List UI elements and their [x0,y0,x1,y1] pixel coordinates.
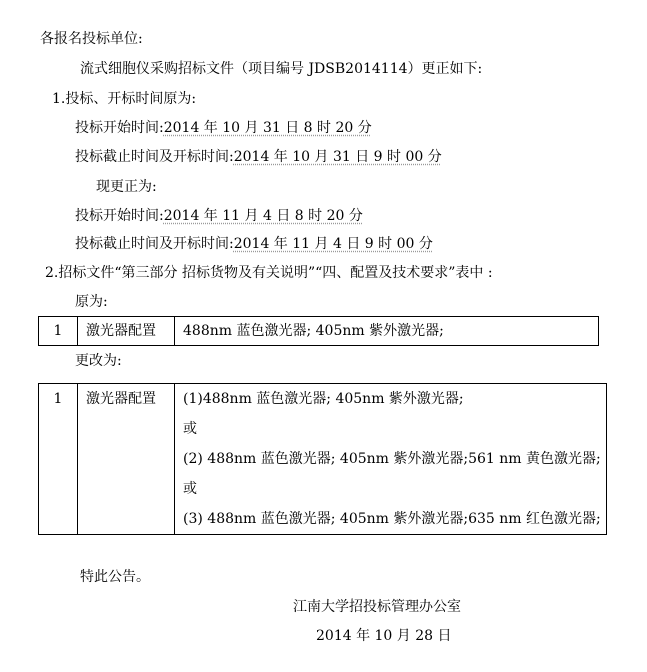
orig-start-value: 2014 年 10 月 31 日 8 时 20 分 [163,120,372,136]
signature-org: 江南大学招投标管理办公室 [293,599,461,615]
changed-no: 1 [39,384,78,535]
table-row [39,317,599,346]
signature-date: 2014 年 10 月 28 日 [316,628,452,644]
changed-label: 更改为: [75,353,122,369]
original-spec: 488nm 蓝色激光器; 405nm 紫外激光器; [175,317,599,346]
new-end-label: 投标截止时间及开标时间: [75,236,234,252]
new-end-value: 2014 年 11 月 4 日 9 时 00 分 [233,236,433,252]
greeting: 各报名投标单位: [40,31,143,47]
new-end-row [75,235,433,253]
option-3: (3) 488nm 蓝色激光器; 405nm 紫外激光器;635 nm 红色激光器; [183,511,601,527]
changed-spec-cell [175,384,607,535]
orig-start-label: 投标开始时间: [75,120,164,136]
original-no: 1 [39,317,78,346]
new-start-value: 2014 年 11 月 4 日 8 时 20 分 [163,208,363,224]
option-2: (2) 488nm 蓝色激光器; 405nm 紫外激光器;561 nm 黄色激光器; [183,451,601,467]
original-label: 原为: [75,294,108,310]
section2-title: 2.招标文件“第三部分 招标货物及有关说明”“四、配置及技术要求”表中 : [45,265,493,281]
intro-text: 流式细胞仪采购招标文件（项目编号 JDSB2014114）更正如下: [80,61,483,77]
or-separator-2: 或 [183,481,197,497]
option-1: (1)488nm 蓝色激光器; 405nm 紫外激光器; [183,391,464,407]
changed-item: 激光器配置 [78,384,175,535]
original-table [38,316,599,346]
table-row [39,384,607,535]
orig-start-row [75,119,372,137]
closing-text: 特此公告。 [80,569,150,585]
new-start-row [75,207,363,225]
changed-table [38,383,607,535]
new-start-label: 投标开始时间: [75,208,164,224]
changed-to-label: 现更正为: [96,179,157,195]
orig-end-row [75,148,442,166]
or-separator-1: 或 [183,421,197,437]
section1-title: 1.投标、开标时间原为: [52,91,197,107]
orig-end-label: 投标截止时间及开标时间: [75,149,234,165]
orig-end-value: 2014 年 10 月 31 日 9 时 00 分 [233,149,442,165]
original-item: 激光器配置 [78,317,175,346]
